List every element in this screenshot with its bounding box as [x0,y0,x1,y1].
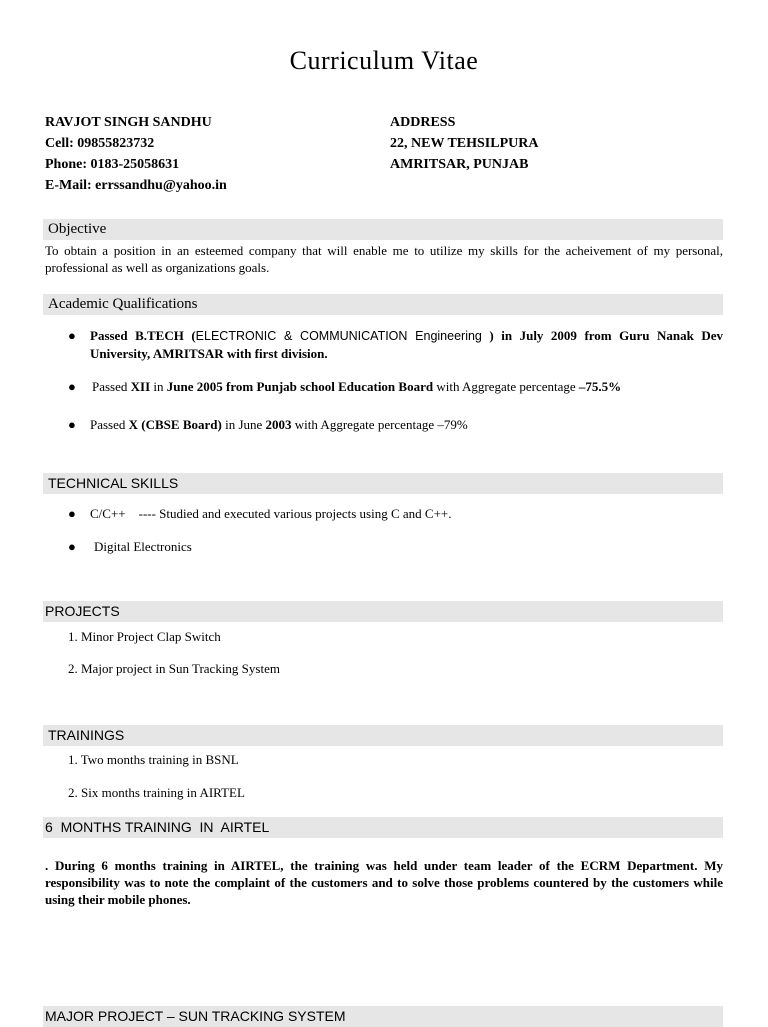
academic-text: Passed [92,379,131,394]
project-item: 2. Major project in Sun Tracking System [68,661,280,676]
academic-text: June 2005 from Punjab school Education Board [166,379,434,394]
bullet-icon: ● [68,539,76,554]
six-months-training-text: . During 6 months training in AIRTEL, the training was held under team leader of the ECRM Department. My responsibility was to note the complaint of the customers and to solve those problems countered by the customers while using their mobile phones. [45,858,723,907]
academic-text: –75.5% [578,379,622,394]
skill-text: C/C++ ---- Studied and executed various projects using C and C++. [90,506,452,521]
phone-number: Phone: 0183-25058631 [45,157,180,172]
academic-text: in June [221,417,266,432]
six-months-training-heading: 6 MONTHS TRAINING IN AIRTEL [43,817,723,838]
training-item: 2. Six months training in AIRTEL [68,785,245,800]
contact-info [45,112,227,196]
bullet-icon: ● [68,417,76,432]
page-title: Curriculum Vitae [289,46,479,75]
address-label: ADDRESS [390,115,456,130]
address-city: AMRITSAR, PUNJAB [390,157,529,172]
academic-item-x [68,416,723,433]
academic-text: in [150,379,167,394]
address-block [390,112,538,175]
objective-text: To obtain a position in an esteemed company that will enable me to utilize my skills for the acheivement of my personal, professional as well as organizations goals. [45,243,723,275]
skill-item [68,505,723,522]
academic-text: Passed [90,417,129,432]
cell-number: Cell: 09855823732 [45,136,155,151]
candidate-name: RAVJOT SINGH SANDHU [45,115,212,130]
skill-item [68,538,727,555]
skill-text: Digital Electronics [94,539,192,554]
trainings-heading: TRAININGS [43,725,723,746]
academic-text: Passed B.TECH ( [90,328,196,343]
technical-skills-heading: TECHNICAL SKILLS [43,473,723,494]
academic-heading: Academic Qualifications [43,294,723,315]
email-address: E-Mail: errssandhu@yahoo.in [45,178,227,193]
academic-text: X (CBSE Board) [128,417,222,432]
academic-item-btech [68,327,724,362]
major-project-heading: MAJOR PROJECT – SUN TRACKING SYSTEM [43,1006,723,1027]
project-item: 1. Minor Project Clap Switch [68,629,221,644]
academic-text: ELECTRONIC & COMMUNICATION Engineering [195,329,482,343]
academic-text: XII [130,379,151,394]
academic-text: with Aggregate percentage [433,379,579,394]
projects-heading: PROJECTS [43,601,723,622]
academic-item-xii [68,378,725,395]
bullet-icon: ● [68,379,76,394]
training-item: 1. Two months training in BSNL [68,752,239,767]
bullet-icon: ● [68,506,76,521]
academic-text: ) in July 2009 from Guru Nanak Dev University, AMRITSAR with first division. [90,328,724,361]
address-street: 22, NEW TEHSILPURA [390,136,539,151]
bullet-icon: ● [68,328,76,343]
objective-heading: Objective [43,219,723,240]
academic-text: with Aggregate percentage –79% [291,417,468,432]
academic-text: 2003 [265,417,292,432]
